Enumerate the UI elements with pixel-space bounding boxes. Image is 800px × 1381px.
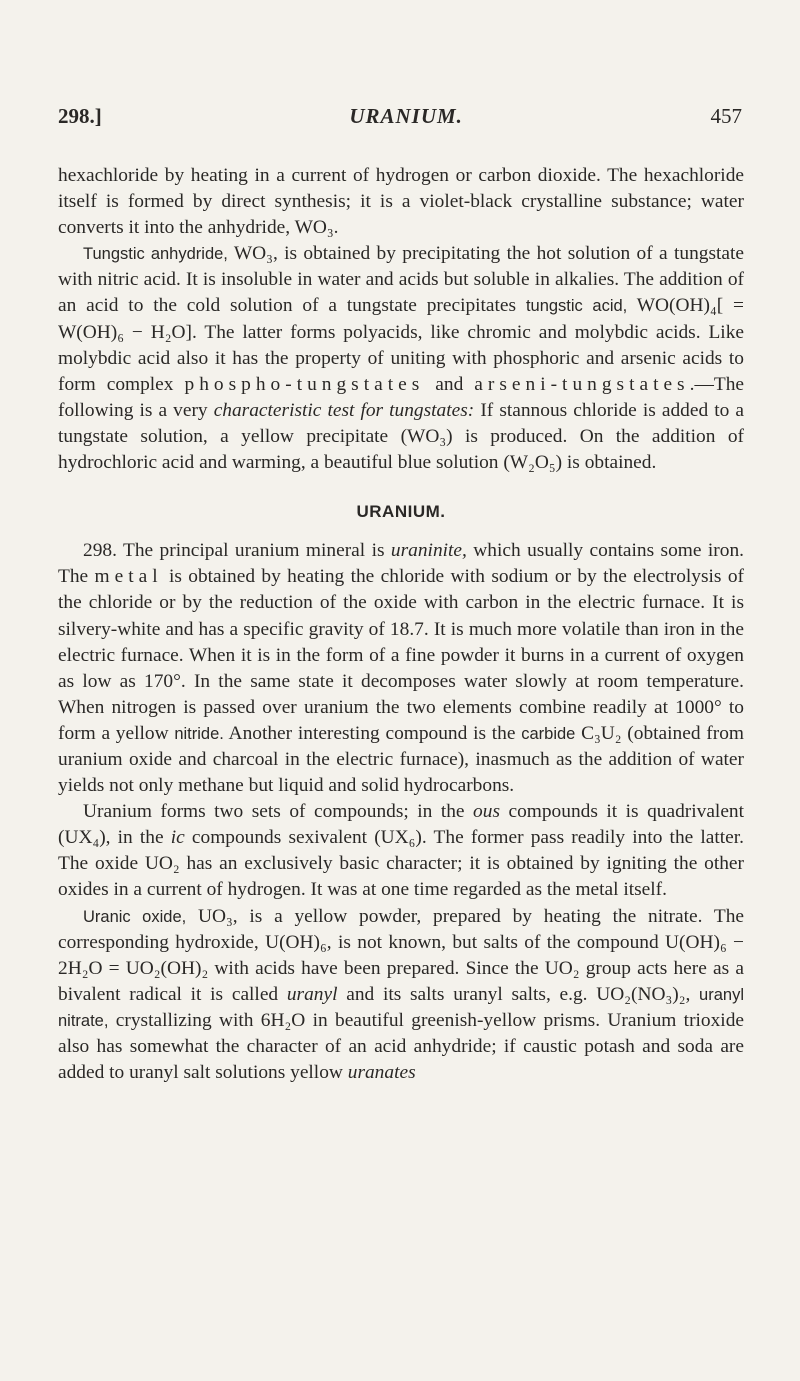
term-uraninite: uraninite, [390,540,467,562]
uranium-paragraph-3: Uranic oxide, UO₃, is a yellow powder, prepared by heating the nitrate. The corresponding hydroxide, U(OH)₆, is not known, but salts of the compound U(OH)₆ − 2H₂O = UO₂(OH)₂ with acids have been prepared. Since the UO₂ group acts here as a bivalent radical it is called uranyl and its salts uranyl salts, e.g. UO₂(NO₃)₂, uranyl nitrate, crystallizing with 6H₂O in beautiful greenish-yellow prisms. Uranium trioxide also has somewhat the character of an acid anhydride; if caustic potash and soda are added to uranyl salt solutions yellow uranates [58,905,744,1084]
term-uranyl: uranyl [286,983,338,1005]
uranium-paragraph-1: 298. The principal uranium mineral is uraninite, which usually contains some iron. The metal is obtained by heating the chloride with sodium or by the electrolysis of the chloride or by the reduction of the oxide with carbon in the electric furnace. It is silvery-white and has a specific gravity of 18.7. It is much more volatile than iron in the electric furnace. When it is in the form of a fine powder it burns in a current of oxygen as low as 170°. In the same state it decomposes water slowly at room temperature. When nitrogen is passed over uranium the two elements combine readily at 1000° to form a yellow nitride. Another interesting compound is the carbide C₃U₂ (obtained from uranium oxide and charcoal in the electric furnace), inasmuch as the addition of water yields not only methane but liquid and solid hydrocarbons. [58,540,744,797]
page-number: 457 [710,104,742,128]
term-tungstic-anhydride: Tungstic anhydride, [83,245,228,264]
section-number: 298.] [58,104,102,128]
term-uranyl-nitrate: uranyl nitrate, [58,985,744,1030]
term-tungstic-acid: tungstic acid, [525,297,628,316]
tungsten-paragraph-1: hexachloride by heating in a current of hydrogen or carbon dioxide. The hexachloride itself is formed by direct synthesis; it is a violet-black crystalline substance; water converts it into the anhydride, WO₃. [58,165,744,239]
term-arseni-tungstates: arseni-tungstates [474,373,690,395]
running-title: URANIUM. [349,104,463,128]
term-ic: ic [170,827,185,849]
term-nitride: nitride. [174,724,224,743]
tungsten-paragraph-2: Tungstic anhydride, WO₃, is obtained by precipitating the hot solution of a tungstate with nitric acid. It is insoluble in water and acids but soluble in alkalies. The addition of an acid to the cold solution of a tungstate precipitates tungstic acid, WO(OH)₄[ = W(OH)₆ − H₂O]. The latter forms polyacids, like chromic and molybdic acids. Like molybdic acid also it has the property of uniting with phosphoric and arsenic acids to form complex phospho-tungstates and arseni-tungstates.—The following is a very characteristic test for tungstates: If stannous chloride is added to a tungstate solution, a yellow precipitate (WO₃) is produced. On the addition of hydrochloric acid and warming, a beautiful blue solution (W₂O₅) is obtained. [58,243,745,474]
term-ous: ous [473,801,500,823]
uranium-paragraph-2: Uranium forms two sets of compounds; in the ous compounds it is quadrivalent (UX₄), in the ic compounds sexivalent (UX₆). The former pass readily into the latter. The oxide UO₂ has an exclusively basic character; it is obtained by igniting the other oxides in a current of hydrogen. It was at one time regarded as the metal itself. [58,801,745,901]
term-uranic-oxide: Uranic oxide, [83,907,187,926]
term-characteristic-test: characteristic test for tungstates: [213,399,475,421]
running-header [58,104,742,129]
section-heading-uranium: URANIUM. [356,502,446,522]
term-uranates: uranates [347,1062,416,1084]
body-text [58,163,744,1086]
term-carbide: carbide [521,724,576,743]
term-phospho-tungstates: phospho-tungstates [184,373,425,395]
term-metal: metal [94,566,163,588]
